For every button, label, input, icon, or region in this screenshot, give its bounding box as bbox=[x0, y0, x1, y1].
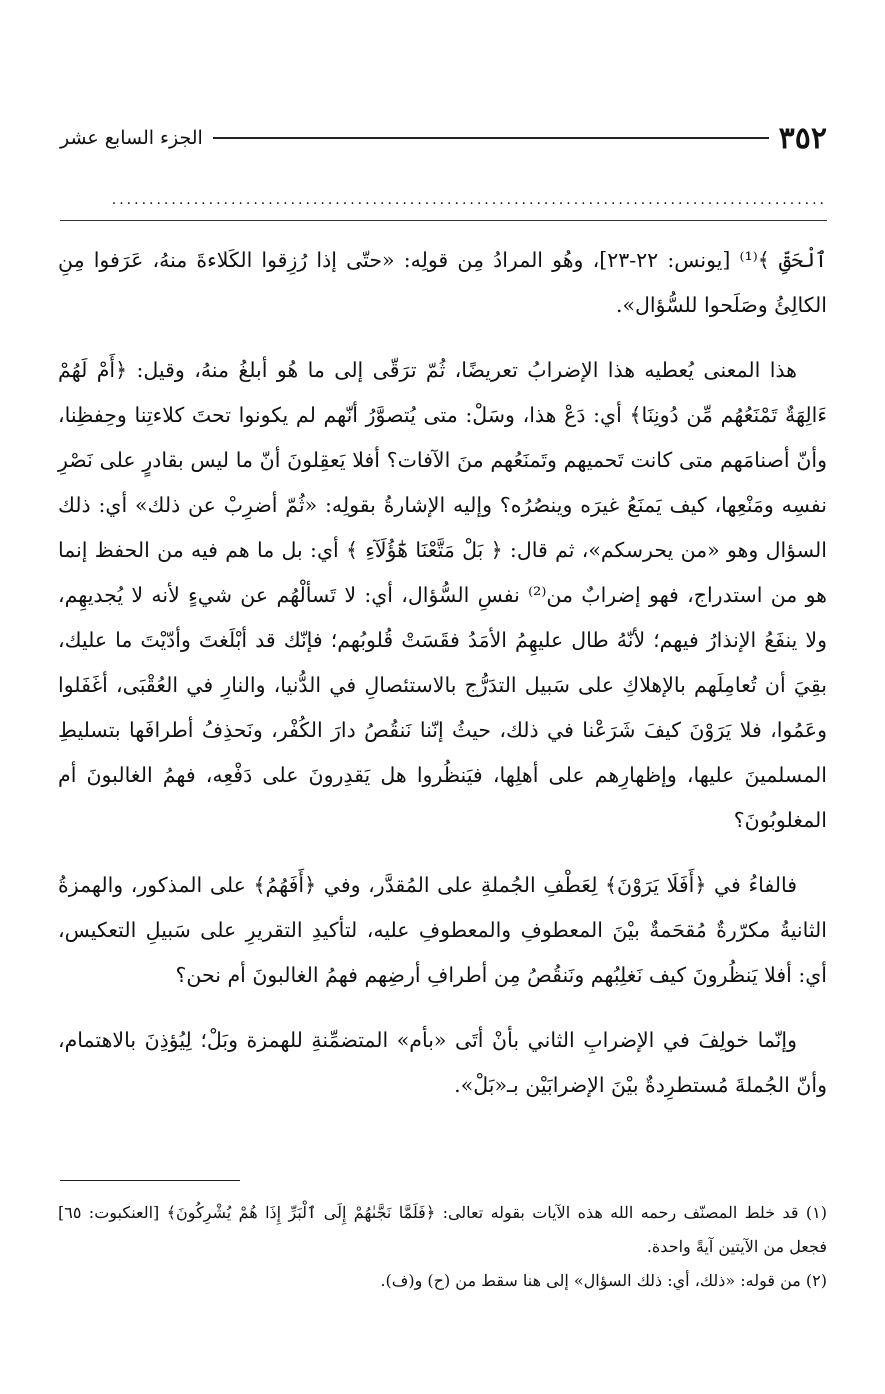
header-rule bbox=[213, 137, 769, 139]
dotted-separator: ................................................................................................ bbox=[111, 192, 827, 208]
running-title: الجزء السابع عشر bbox=[60, 127, 203, 149]
paragraph: وإنّما خولِفَ في الإضرابِ الثاني بأنْ أتَى «بأم» المتضمِّنةِ للهمزة وبَلْ؛ لِيُؤذِنَ بالاهتمام، وأنّ الجُملةَ مُستطرِدةٌ بيْنَ الإضرابَيْن بـ«بَلْ». bbox=[58, 1028, 827, 1097]
paragraph-continued: ٱلْحَقِّ ﴾⁽¹⁾ [يونس: ٢٢-٢٣]، وهُو المرادُ مِن قولِه: «حتّى إذا رُزِقوا الكَلاءةَ منهُ، عَرَفوا مِنِ الكالِئُ وصَلَحوا للسُّؤال». bbox=[58, 248, 827, 317]
page-header bbox=[60, 118, 827, 158]
footnote-rule bbox=[60, 1180, 240, 1181]
main-text bbox=[58, 238, 827, 1128]
footnote-1: (١) قد خلط المصنّف رحمه الله هذه الآيات بقوله تعالى: ﴿فَلَمَّا نَجَّىٰهُمْ إِلَى ٱلْبَرِّ إِذَا هُمْ يُشْرِكُونَ﴾ [العنكبوت: ٦٥] فجعل من الآيتين آيةً واحدة. bbox=[58, 1203, 827, 1256]
paragraph: فالفاءُ في ﴿أَفَلَا يَرَوْنَ﴾ لِعَطْفِ الجُملةِ على المُقدَّر، وفي ﴿أَفَهُمُ﴾ على المذكور، والهمزةُ الثانيةُ مكرّرةٌ مُقحَمةٌ بيْنَ المعطوفِ والمعطوفِ عليه، لتأكيدِ التقريرِ على سَبيلِ التعكيس، أي: أفلا يَنظُرونَ كيف نَغلِبُهم ونَنقُصُ مِن أطرافِ أرضِهم فهمُ الغالبونَ أم نحن؟ bbox=[58, 873, 827, 987]
footnote-2: (٢) من قوله: «ذلك، أي: ذلك السؤال» إلى هنا سقط من (ح) و(ف). bbox=[380, 1271, 827, 1290]
footnotes bbox=[58, 1196, 827, 1298]
paragraph: هذا المعنى يُعطيه هذا الإضرابُ تعريضًا، ثُمّ ترَقّى إلى ما هُو أبلغُ منهُ، وقيل: ﴿أَمْ لَهُمْ ءَالِهَةٌ تَمْنَعُهُم مِّن دُونِنَا﴾ أي: دَعْ هذا، وسَلْ: متى يُتصوَّرُ أنّهم لم يكونوا تحتَ كلاءتِنا وحِفظِنا، وأنّ أصنامَهم متى كانت تَحميهم وتَمنَعُهم منَ الآفات؟ أفلا يَعقِلونَ أنّ ما ليس بقادرٍ على نَصْرِ نفسِه ومَنْعِها، كيف يَمنَعُ غيرَه وينصُرُه؟ وإليه الإشارةُ بقولِه: «ثُمّ أضرِبْ عن ذلك» أي: ذلك السؤال وهو «من يحرسكم»، ثم قال: ﴿ بَلْ مَتَّعْنَا هَٰٓؤُلَآءِ ﴾ أي: بل ما هم فيه من الحفظ إنما هو من استدراج، فهو إضرابٌ من⁽²⁾ نفسِ السُّؤال، أي: لا تَسألْهُم عن شيءٍ لأنه لا يُجديهِم، ولا ينفَعُ الإنذارُ فيهم؛ لأنّهُ طال عليهِمُ الأمَدُ فقَسَتْ قُلوبُهم؛ فإنّك قد أبْلَغتَ وأدّيْتَ ما عليك، بقِيَ أن تُعامِلَهم بالإهلاكِ على سَبيل التدَرُّج بالاستئصالِ في الدُّنيا، والنارِ في العُقْبَى، أغَفَلوا وعَمُوا، فلا يَرَوْنَ كيفَ شَرَعْنا في ذلك، حيثُ إنّنا نَنقُصُ دارَ الكُفْر، ونَحذِفُ أطرافَها بتسليطِ المسلمينَ عليها، وإظهارِهم على أهلِها، فيَنظُروا هل يَقدِرونَ على دَفْعِه، فهمُ الغالبونَ أم المغلوبُونَ؟ bbox=[58, 358, 827, 832]
separator-rule bbox=[60, 220, 827, 221]
page-number: ٣٥٢ bbox=[778, 120, 827, 156]
